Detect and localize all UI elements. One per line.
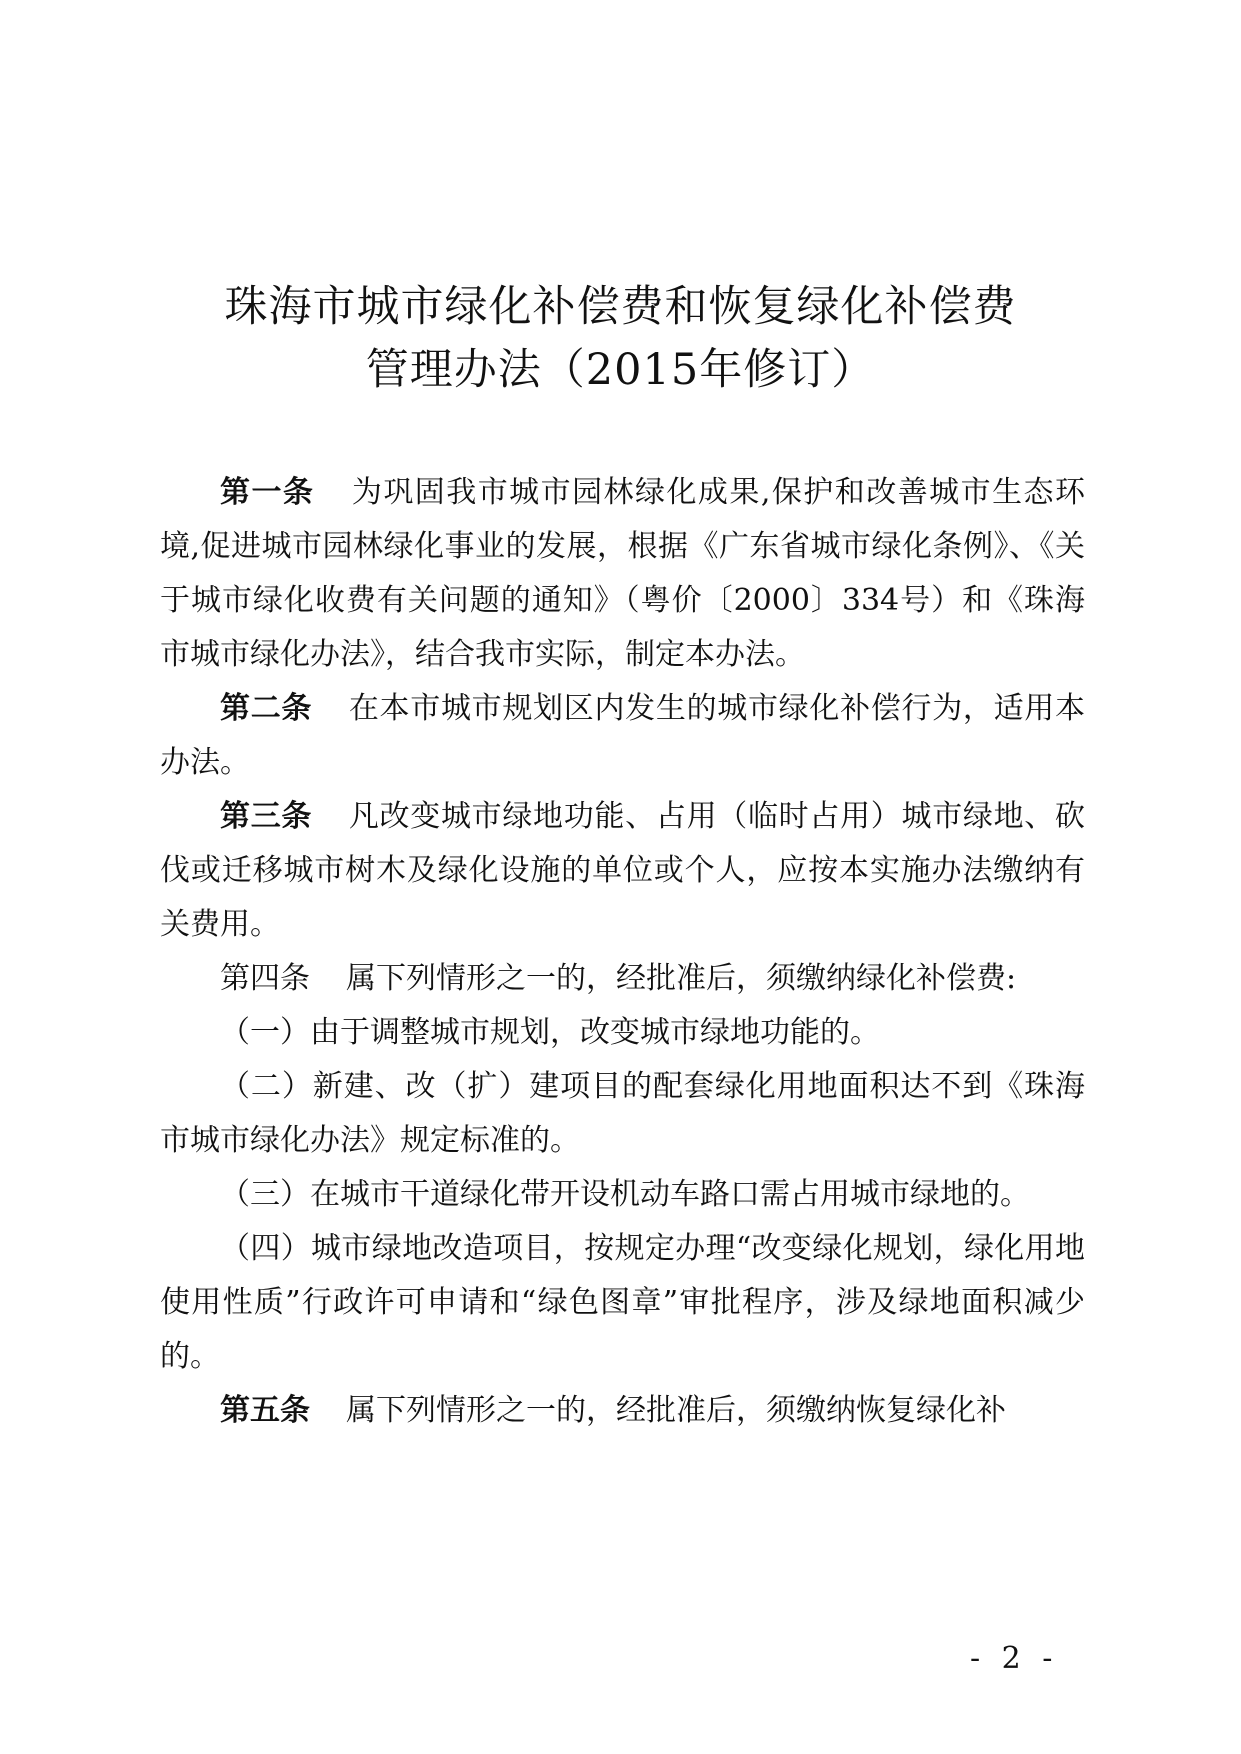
article-5-text: 属下列情形之一的，经批准后，须缴纳恢复绿化补 [346, 1393, 1006, 1428]
article-1 [160, 466, 1085, 682]
article-4-text: 属下列情形之一的，经批准后，须缴纳绿化补偿费: [346, 961, 1017, 996]
article-4-item-3: （三）在城市干道绿化带开设机动车路口需占用城市绿地的。 [220, 1177, 1030, 1212]
article-1-text: 为巩固我市城市园林绿化成果,保护和改善城市生态环境,促进城市园林绿化事业的发展，根据《广东省城市绿化条例》、《关于城市绿化收费有关问题的通知》（粤价〔2000〕334号）和《珠海市城市绿化办法》，结合我市实际，制定本办法。 [160, 475, 1085, 672]
article-2 [160, 682, 1085, 790]
article-2-text: 在本市城市规划区内发生的城市绿化补偿行为，适用本办法。 [160, 691, 1086, 780]
article-4-item-4: （四）城市绿地改造项目，按规定办理“改变绿化规划，绿化用地使用性质”行政许可申请和“绿色图章”审批程序，涉及绿地面积减少的。 [160, 1231, 1085, 1374]
article-3-label: 第三条 [220, 799, 313, 834]
article-4-item-2: （二）新建、改（扩）建项目的配套绿化用地面积达不到《珠海市城市绿化办法》规定标准的。 [160, 1069, 1085, 1158]
article-4-label: 第四条 [220, 961, 310, 996]
article-5 [160, 1384, 1085, 1438]
article-4-item-1: （一）由于调整城市规划，改变城市绿地功能的。 [220, 1015, 880, 1050]
article-1-label: 第一条 [220, 475, 315, 510]
article-3-text: 凡改变城市绿地功能、占用（临时占用）城市绿地、砍伐或迁移城市树木及绿化设施的单位或个人，应按本实施办法缴纳有关费用。 [160, 799, 1086, 942]
document-title-line-2: 管理办法（2015年修订） [365, 345, 876, 395]
article-3 [160, 790, 1085, 952]
article-5-label: 第五条 [220, 1393, 310, 1428]
document-title-line-1: 珠海市城市绿化补偿费和恢复绿化补偿费 [224, 282, 1017, 332]
article-2-label: 第二条 [220, 691, 313, 726]
document-body [160, 466, 1085, 1438]
page-number: - 2 - [970, 1641, 1059, 1676]
article-4 [160, 952, 1085, 1006]
